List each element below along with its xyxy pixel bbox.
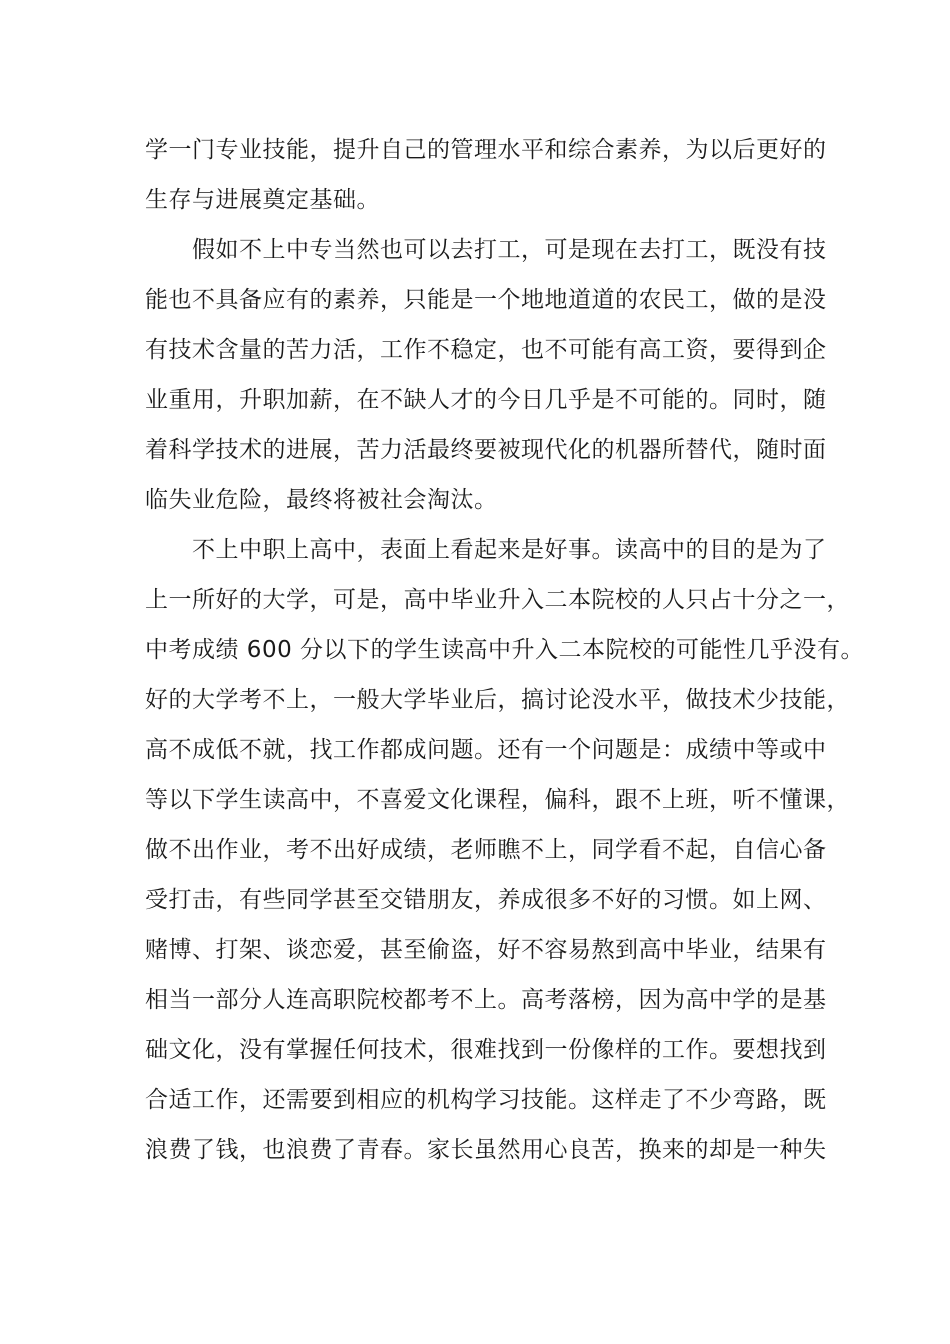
text-line: 赌博、打架、谈恋爱，甚至偷盗，好不容易熬到高中毕业，结果有: [145, 937, 827, 963]
text-line: 上一所好的大学，可是，高中毕业升入二本院校的人只占十分之一，: [145, 587, 850, 613]
text-line: 能也不具备应有的素养，只能是一个地地道道的农民工，做的是没: [145, 287, 827, 313]
paragraph-first-line: 不上中职上高中，表面上看起来是好事。读高中的目的是为了: [192, 537, 827, 563]
text-line: 等以下学生读高中，不喜爱文化课程，偏科，跟不上班，听不懂课，: [145, 787, 850, 813]
text-line: 临失业危险，最终将被社会淘汰。: [145, 487, 498, 513]
text-line: 础文化，没有掌握任何技术，很难找到一份像样的工作。要想找到: [145, 1037, 827, 1063]
text-line: 生存与进展奠定基础。: [145, 187, 380, 213]
text-line: 中考成绩 600 分以下的学生读高中升入二本院校的可能性几乎没有。: [145, 637, 865, 663]
paragraph-first-line: 假如不上中专当然也可以去打工，可是现在去打工，既没有技: [192, 237, 827, 263]
text-line: 着科学技术的进展，苦力活最终要被现代化的机器所替代，随时面: [145, 437, 827, 463]
text-line: 受打击，有些同学甚至交错朋友，养成很多不好的习惯。如上网、: [145, 887, 827, 913]
text-line: 高不成低不就，找工作都成问题。还有一个问题是：成绩中等或中: [145, 737, 827, 763]
text-line: 做不出作业，考不出好成绩，老师瞧不上，同学看不起，自信心备: [145, 837, 827, 863]
text-line: 业重用，升职加薪，在不缺人才的今日几乎是不可能的。同时，随: [145, 387, 827, 413]
text-line: 好的大学考不上，一般大学毕业后，搞讨论没水平，做技术少技能，: [145, 687, 850, 713]
text-line: 学一门专业技能，提升自己的管理水平和综合素养，为以后更好的: [145, 137, 827, 163]
text-line: 合适工作，还需要到相应的机构学习技能。这样走了不少弯路，既: [145, 1087, 827, 1113]
text-line: 相当一部分人连高职院校都考不上。高考落榜，因为高中学的是基: [145, 987, 827, 1013]
text-line: 有技术含量的苦力活，工作不稳定，也不可能有高工资，要得到企: [145, 337, 827, 363]
text-line: 浪费了钱，也浪费了青春。家长虽然用心良苦，换来的却是一种失: [145, 1137, 827, 1163]
